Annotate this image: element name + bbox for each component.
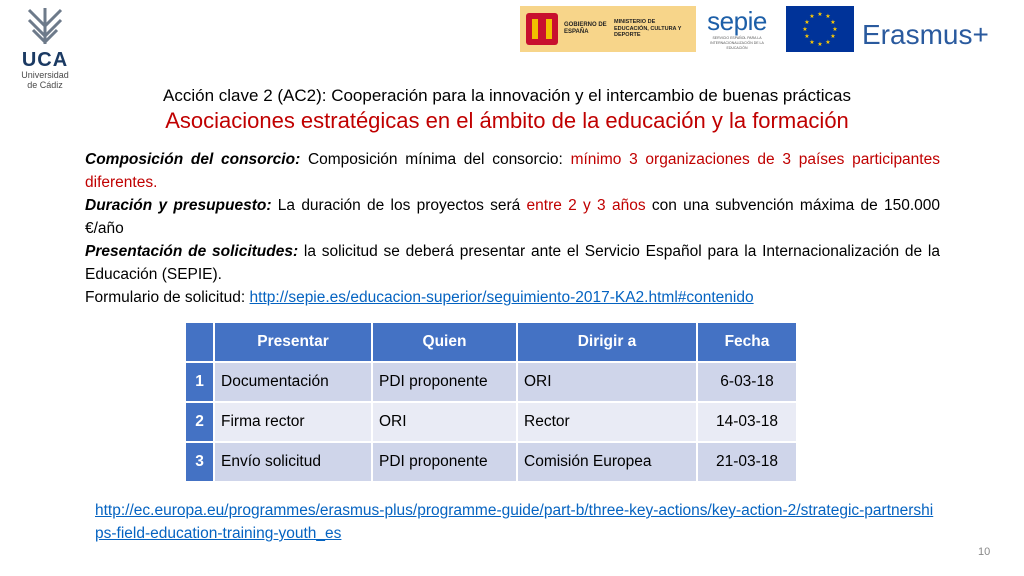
- sepie-word: sepie: [707, 6, 767, 36]
- duracion-label: Duración y presupuesto:: [85, 197, 272, 214]
- erasmus-plus-logo: Erasmus+: [862, 19, 989, 50]
- spain-shield-icon: [524, 9, 560, 49]
- page-number: 10: [978, 546, 991, 558]
- table-row: [185, 402, 797, 442]
- table-header-cell: Dirigir a: [517, 322, 697, 362]
- table-row: [185, 442, 797, 482]
- table-cell: Firma rector: [214, 402, 372, 442]
- svg-text:★: ★: [825, 13, 831, 20]
- composicion-text: Composición mínima del consorcio:: [300, 151, 571, 168]
- uca-acronym: UCA: [21, 49, 69, 71]
- table-cell-date: 21-03-18: [697, 442, 797, 482]
- table-header-cell: Presentar: [214, 322, 372, 362]
- table-row: [185, 362, 797, 402]
- eu-flag-icon: [786, 6, 854, 52]
- duracion-text1: La duración de los proyectos será: [271, 197, 527, 214]
- uca-emblem-icon: [23, 4, 67, 48]
- svg-text:★: ★: [804, 19, 810, 26]
- slide-subtitle: Asociaciones estratégicas en el ámbito de la educación y la formación: [165, 108, 849, 133]
- uca-name-line2: de Cádiz: [27, 80, 63, 90]
- table-cell-number: 1: [185, 362, 214, 402]
- svg-text:★: ★: [809, 39, 815, 46]
- uca-name-line1: Universidad: [21, 70, 69, 80]
- presentacion-paragraph: [85, 240, 940, 286]
- table-cell: PDI proponente: [372, 362, 517, 402]
- table-cell-date: 6-03-18: [697, 362, 797, 402]
- sepie-logo: [697, 6, 777, 52]
- svg-text:★: ★: [802, 26, 808, 33]
- table-header-cell: Fecha: [697, 322, 797, 362]
- footer-link-block: [95, 499, 935, 545]
- table-cell: PDI proponente: [372, 442, 517, 482]
- sepie-subtitle: SERVICIO ESPAÑOL PARA LA INTERNACIONALIZACIÓN DE LA EDUCACIÓN: [710, 36, 764, 50]
- composicion-highlight: mínimo 3 organizaciones de 3 países participantes diferentes.: [85, 151, 940, 191]
- presentacion-text: la solicitud se deberá presentar ante el Servicio Español para la Internacionalización de la Educación (SEPIE).: [85, 243, 940, 283]
- gobierno-text: GOBIERNO DE ESPAÑA: [564, 22, 607, 35]
- svg-text:★: ★: [817, 41, 823, 48]
- formulario-link[interactable]: http://sepie.es/educacion-superior/seguimiento-2017-KA2.html#contenido: [249, 289, 754, 306]
- svg-text:★: ★: [825, 39, 831, 46]
- table-cell: ORI: [372, 402, 517, 442]
- schedule-table: [184, 321, 798, 483]
- formulario-paragraph: [85, 286, 940, 309]
- presentacion-label: Presentación de solicitudes:: [85, 243, 299, 260]
- ministerio-text: MINISTERIO DE EDUCACIÓN, CULTURA Y DEPORTE: [614, 19, 682, 39]
- svg-text:★: ★: [809, 13, 815, 20]
- table-cell: Envío solicitud: [214, 442, 372, 482]
- table-cell: Comisión Europea: [517, 442, 697, 482]
- composicion-paragraph: [85, 148, 940, 194]
- svg-text:★: ★: [832, 26, 838, 33]
- table-cell: Documentación: [214, 362, 372, 402]
- table-cell: ORI: [517, 362, 697, 402]
- table-header-cell: [185, 322, 214, 362]
- table-cell-number: 3: [185, 442, 214, 482]
- table-header-row: [185, 322, 797, 362]
- duracion-paragraph: [85, 194, 940, 240]
- formulario-label: Formulario de solicitud:: [85, 289, 250, 306]
- svg-text:★: ★: [804, 33, 810, 40]
- duracion-text2: con una subvención máxima de 150.000 €/año: [85, 197, 941, 237]
- body-text: [85, 148, 940, 309]
- composicion-label: Composición del consorcio:: [85, 151, 301, 168]
- duracion-highlight: entre 2 y 3 años: [526, 197, 646, 214]
- table-cell-date: 14-03-18: [697, 402, 797, 442]
- table-cell-number: 2: [185, 402, 214, 442]
- svg-text:★: ★: [817, 11, 823, 18]
- slide-title: Acción clave 2 (AC2): Cooperación para la innovación y el intercambio de buenas prácticas: [163, 86, 851, 105]
- programme-guide-link[interactable]: http://ec.europa.eu/programmes/erasmus-plus/programme-guide/part-b/three-key-actions/key-action-2/strategic-partnerships-field-education-training-youth_es: [95, 502, 934, 542]
- svg-text:★: ★: [830, 19, 836, 26]
- table-cell: Rector: [517, 402, 697, 442]
- ministry-logo: [520, 6, 696, 52]
- svg-text:★: ★: [830, 33, 836, 40]
- table-header-cell: Quien: [372, 322, 517, 362]
